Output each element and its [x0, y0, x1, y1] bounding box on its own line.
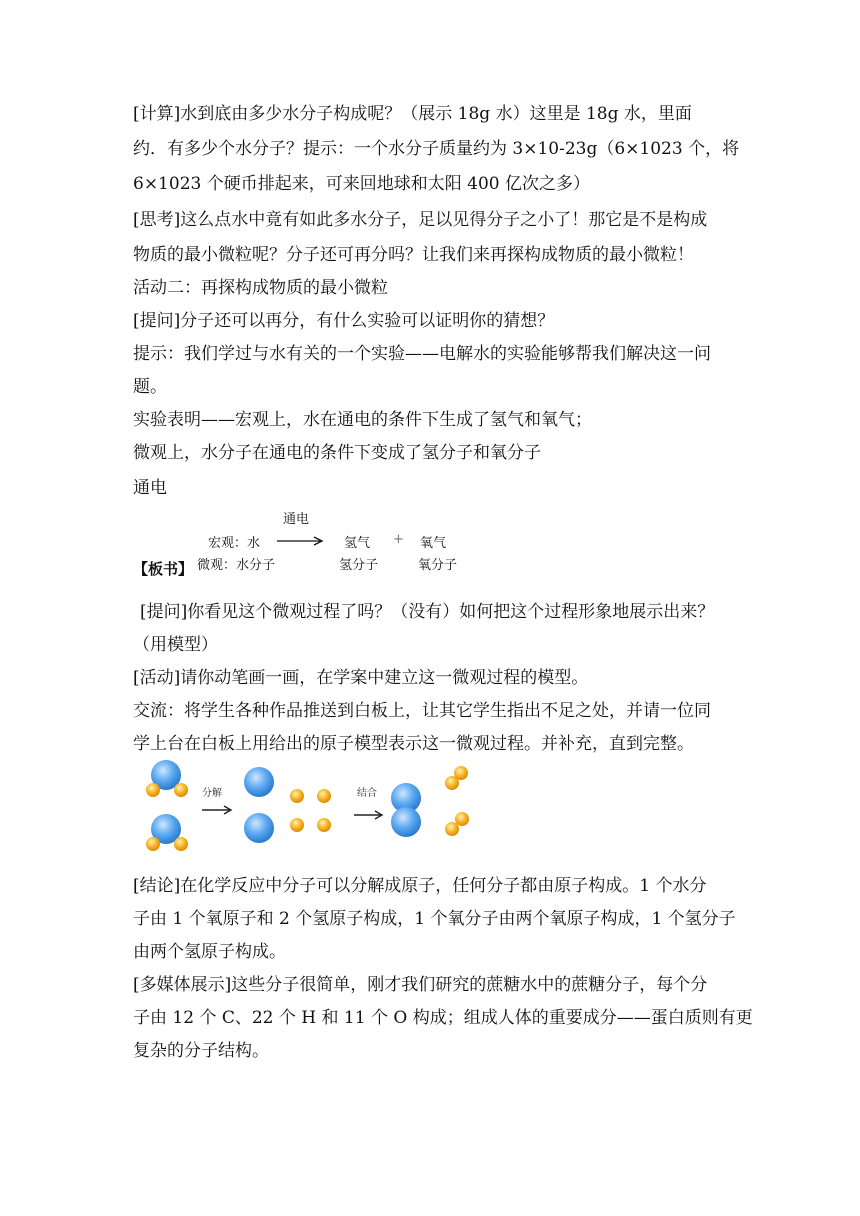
- equation-plus: +: [393, 532, 404, 547]
- text-line: 通电: [133, 478, 167, 498]
- electrolysis-equation: [133, 508, 493, 578]
- hydrogen-molecule: [445, 766, 468, 790]
- text-line: [计算]水到底由多少水分子构成呢？（展示 18g 水）这里是 18g 水，里面: [133, 104, 692, 124]
- combine-arrow-icon: [354, 811, 382, 819]
- text-line: 实验表明——宏观上，水在通电的条件下生成了氢气和氧气；: [133, 410, 592, 430]
- text-line: 由两个氢原子构成。: [133, 942, 286, 962]
- board-label: 【板书】: [133, 560, 194, 578]
- decompose-label: 分解: [202, 788, 222, 799]
- text-line: 复杂的分子结构。: [133, 1041, 269, 1061]
- equation-micro-label: 微观：水分子: [197, 558, 276, 573]
- combine-label: 结合: [357, 788, 377, 799]
- text-line: 微观上，水分子在通电的条件下变成了氢分子和氧分子: [133, 443, 541, 463]
- text-line: 约．有多少个水分子？提示：一个水分子质量约为 3×10-23g（6×1023 个，将: [133, 139, 740, 159]
- text-line: [思考]这么点水中竟有如此多水分子，足以见得分子之小了！那它是不是构成: [133, 210, 708, 230]
- equation-condition: 通电: [283, 512, 310, 527]
- decompose-arrow-icon: [202, 806, 231, 814]
- text-line: 子由 12 个 C、22 个 H 和 11 个 O 构成；组成人体的重要成分——蛋白质则有更: [133, 1008, 753, 1028]
- text-line: 交流：将学生各种作品推送到白板上，让其它学生指出不足之处，并请一位同: [133, 701, 711, 721]
- equation-o2-micro: 氧分子: [418, 558, 458, 573]
- text-line: 活动二：再探构成物质的最小微粒: [133, 278, 388, 298]
- equation-h2-micro: 氢分子: [339, 558, 379, 573]
- molecular-model-figure: [138, 758, 478, 860]
- equation-h2-macro: 氢气: [344, 536, 371, 551]
- oxygen-molecule: [391, 783, 421, 837]
- text-line: [结论]在化学反应中分子可以分解成原子，任何分子都由原子构成。1 个水分: [133, 876, 707, 896]
- text-line: 题。: [133, 377, 167, 397]
- text-line: 子由 1 个氧原子和 2 个氢原子构成，1 个氧分子由两个氧原子构成，1 个氢分子: [133, 909, 736, 929]
- reaction-arrow-icon: [277, 534, 325, 548]
- text-line: 物质的最小微粒呢？分子还可再分吗？让我们来再探构成物质的最小微粒！: [133, 245, 694, 265]
- hydrogen-atom: [290, 789, 304, 803]
- text-line: 提示：我们学过与水有关的一个实验——电解水的实验能够帮我们解决这一问: [133, 344, 711, 364]
- hydrogen-molecule: [445, 812, 469, 836]
- hydrogen-atom: [317, 789, 331, 803]
- water-molecule: [146, 814, 188, 851]
- oxygen-atom: [244, 813, 274, 843]
- text-line: [多媒体展示]这些分子很简单，刚才我们研究的蔗糖水中的蔗糖分子，每个分: [133, 975, 708, 995]
- hydrogen-atom: [290, 818, 304, 832]
- text-line: 学上台在白板上用给出的原子模型表示这一微观过程。并补充，直到完整。: [133, 734, 694, 754]
- text-line: [提问]分子还可以再分，有什么实验可以证明你的猜想？: [133, 311, 555, 331]
- water-molecule: [146, 760, 188, 797]
- hydrogen-atom: [317, 818, 331, 832]
- text-line: （用模型）: [133, 635, 218, 655]
- equation-o2-macro: 氧气: [420, 536, 447, 551]
- oxygen-atom: [244, 767, 274, 797]
- text-line: [提问]你看见这个微观过程了吗？（没有）如何把这个过程形象地展示出来？: [140, 602, 715, 622]
- equation-macro-label: 宏观：水: [208, 536, 261, 551]
- text-line: [活动]请你动笔画一画，在学案中建立这一微观过程的模型。: [133, 668, 589, 688]
- text-line: 6×1023 个硬币排起来，可来回地球和太阳 400 亿次之多）: [133, 174, 590, 194]
